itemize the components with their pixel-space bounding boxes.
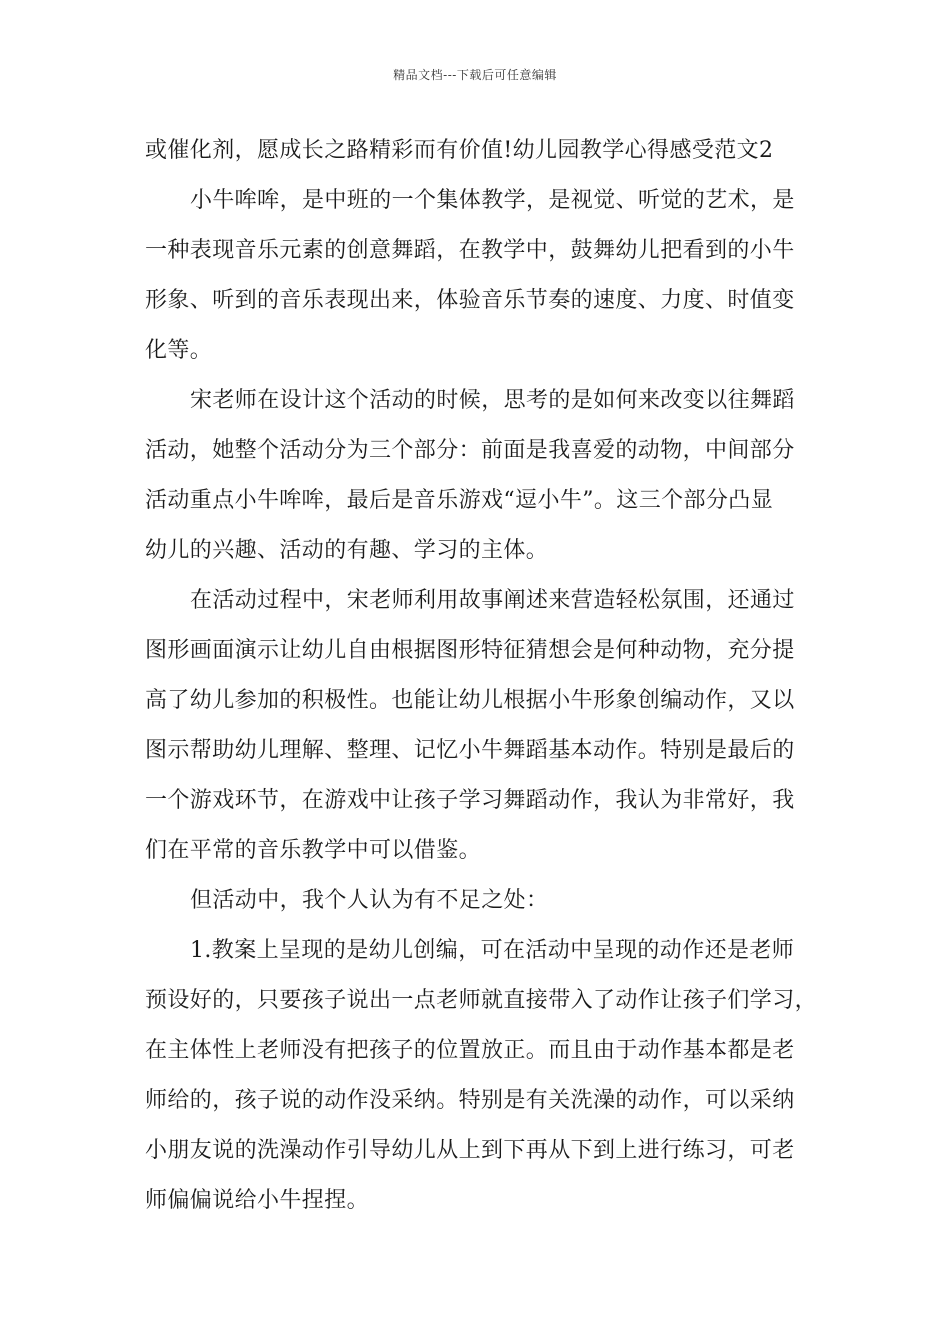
document-body [145,126,818,1226]
text-line: 图形画面演示让幼儿自由根据图形特征猜想会是何种动物，充分提 [145,638,795,663]
text-line: 高了幼儿参加的积极性。也能让幼儿根据小牛形象创编动作，又以 [145,688,795,713]
text-line: 图示帮助幼儿理解、整理、记忆小牛舞蹈基本动作。特别是最后的 [145,738,795,763]
text-line: 在主体性上老师没有把孩子的位置放正。而且由于动作基本都是老 [145,1038,795,1063]
paragraph-first-line: 在活动过程中，宋老师利用故事阐述来营造轻松氛围，还通过 [190,588,795,613]
text-line: 幼儿的兴趣、活动的有趣、学习的主体。 [145,538,549,563]
text-line: 或催化剂，愿成长之路精彩而有价值!幼儿园教学心得感受范文2 [145,138,774,163]
text-line: 化等。 [145,338,213,363]
paragraph-first-line: 小牛哞哞，是中班的一个集体教学，是视觉、听觉的艺术，是 [190,188,795,213]
text-line: 们在平常的音乐教学中可以借鉴。 [145,838,482,863]
page-header: 精品文档---下载后可任意编辑 [393,68,557,82]
text-line: 小朋友说的洗澡动作引导幼儿从上到下再从下到上进行练习，可老 [145,1138,795,1163]
text-line: 活动，她整个活动分为三个部分：前面是我喜爱的动物，中间部分 [145,438,795,463]
text-line: 师给的，孩子说的动作没采纳。特别是有关洗澡的动作，可以采纳 [145,1088,795,1113]
text-line: 一种表现音乐元素的创意舞蹈，在教学中，鼓舞幼儿把看到的小牛 [145,238,795,263]
text-line: 预设好的，只要孩子说出一点老师就直接带入了动作让孩子们学习， [145,988,818,1013]
text-line: 活动重点小牛哞哞，最后是音乐游戏“逗小牛”。这三个部分凸显 [145,488,774,513]
text-line: 师偏偏说给小牛捏捏。 [145,1188,370,1213]
list-item-line: 1.教案上呈现的是幼儿创编，可在活动中呈现的动作还是老师 [190,938,795,963]
paragraph-first-line: 但活动中，我个人认为有不足之处： [190,888,549,913]
text-line: 一个游戏环节，在游戏中让孩子学习舞蹈动作，我认为非常好，我 [145,788,795,813]
paragraph-first-line: 宋老师在设计这个活动的时候，思考的是如何来改变以往舞蹈 [190,388,795,413]
text-line: 形象、听到的音乐表现出来，体验音乐节奏的速度、力度、时值变 [145,288,795,313]
